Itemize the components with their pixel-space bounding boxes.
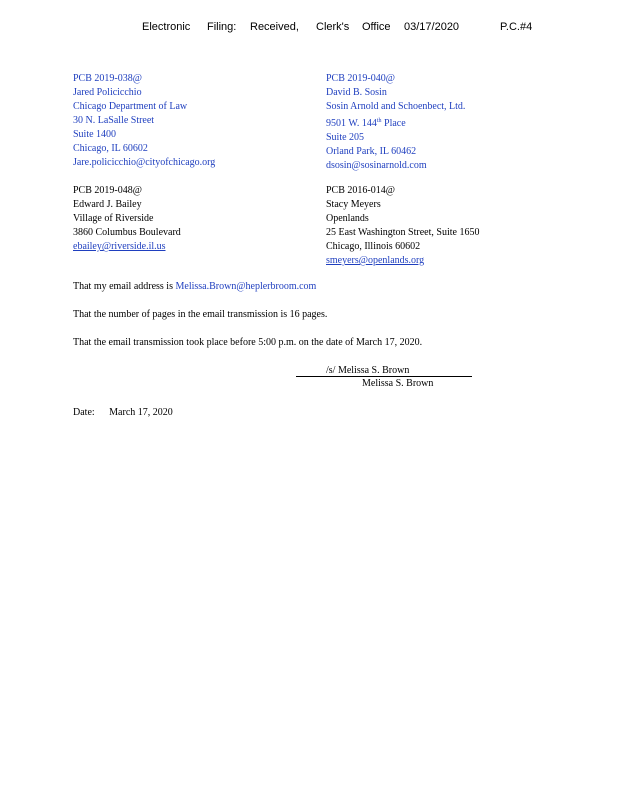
organization: Village of Riverside <box>73 213 154 224</box>
service-entry-openlands <box>326 184 479 268</box>
service-entry-riverside <box>73 184 188 254</box>
date-line <box>73 407 173 418</box>
date-value: March 17, 2020 <box>109 407 173 418</box>
statement-email <box>73 281 316 292</box>
contact-name: David B. Sosin <box>326 87 387 98</box>
suite: Suite 1400 <box>73 129 117 140</box>
sender-email[interactable]: Melissa.Brown@heplerbroom.com <box>175 281 317 292</box>
header-received: Received, <box>250 21 299 33</box>
city-state-zip: Chicago, IL 60602 <box>73 143 148 154</box>
date-label: Date: <box>73 407 95 418</box>
signature-electronic: /s/ Melissa S. Brown <box>326 365 410 376</box>
organization: Sosin Arnold and Schoenbect, Ltd. <box>326 101 466 112</box>
suite: Suite 205 <box>326 132 365 143</box>
ordinal-superscript: th <box>376 118 382 124</box>
header-clerks: Clerk's <box>316 21 350 33</box>
signature-line <box>296 376 472 377</box>
header-electronic: Electronic <box>142 21 191 33</box>
street-address: 30 N. LaSalle Street <box>73 115 155 126</box>
street-address: 9501 W. 144th Place <box>326 118 406 129</box>
statement-pages: That the number of pages in the email transmission is 16 pages. <box>73 309 328 320</box>
email-address[interactable]: dsosin@sosinarnold.com <box>326 160 427 171</box>
organization: Openlands <box>326 213 369 224</box>
service-entry-chicago <box>73 72 215 170</box>
email-link[interactable]: smeyers@openlands.org <box>326 255 425 266</box>
filing-header <box>0 21 618 35</box>
header-date: 03/17/2020 <box>404 21 460 33</box>
statement-time: That the email transmission took place before 5:00 p.m. on the date of March 17, 2020. <box>73 337 423 348</box>
email-link[interactable]: ebailey@riverside.il.us <box>73 241 166 252</box>
case-number: PCB 2016-014@ <box>326 185 395 196</box>
case-number: PCB 2019-038@ <box>73 73 142 84</box>
email-address[interactable]: Jare.policicchio@cityofchicago.org <box>73 157 216 168</box>
header-office: Office <box>362 21 391 33</box>
street-address: 25 East Washington Street, Suite 1650 <box>326 227 480 238</box>
header-pc-number: P.C.#4 <box>500 21 533 33</box>
header-filing: Filing: <box>207 21 237 33</box>
statement-email-text: That my email address is <box>73 281 176 292</box>
contact-name: Stacy Meyers <box>326 199 381 210</box>
case-number: PCB 2019-040@ <box>326 73 395 84</box>
case-number: PCB 2019-048@ <box>73 185 142 196</box>
signer-name: Melissa S. Brown <box>362 378 434 389</box>
service-entry-sosin <box>326 72 465 173</box>
contact-name: Jared Policicchio <box>73 87 142 98</box>
street-address: 3860 Columbus Boulevard <box>73 227 181 238</box>
city-state-zip: Orland Park, IL 60462 <box>326 146 417 157</box>
contact-name: Edward J. Bailey <box>73 199 142 210</box>
organization: Chicago Department of Law <box>73 101 188 112</box>
city-state-zip: Chicago, Illinois 60602 <box>326 241 421 252</box>
